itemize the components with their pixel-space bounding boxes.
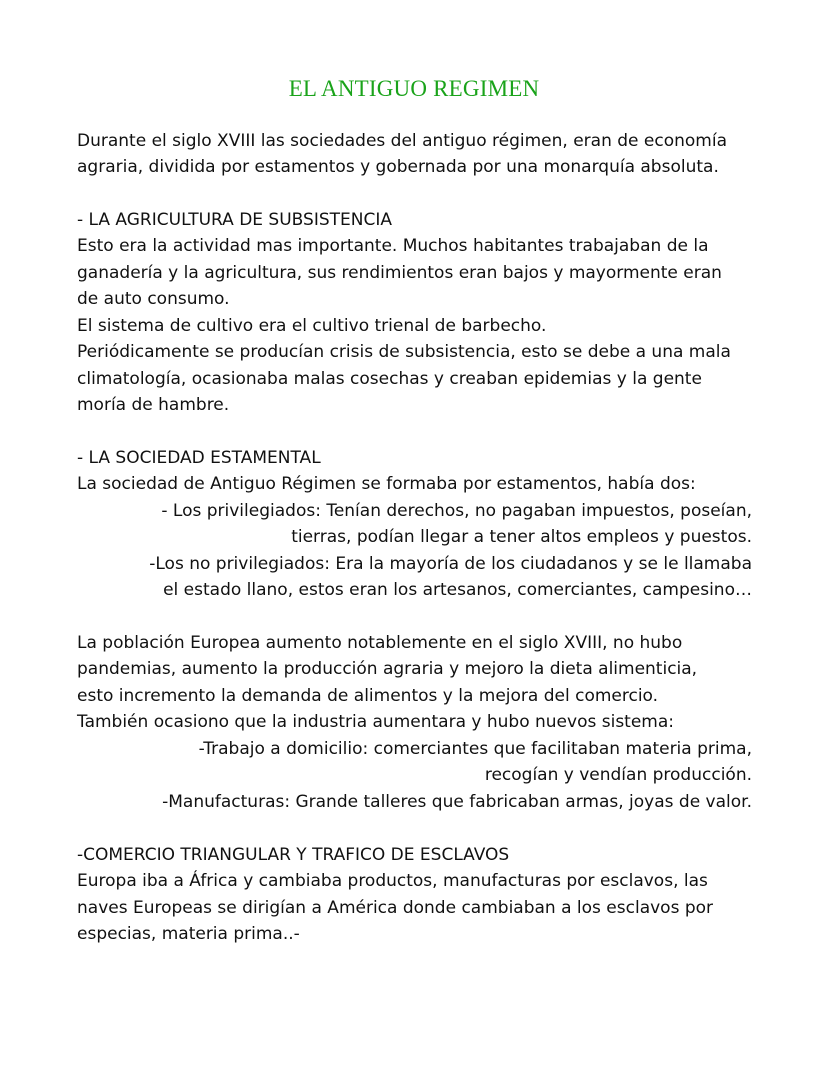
section-heading-comercio: -COMERCIO TRIANGULAR Y TRAFICO DE ESCLAVOS bbox=[77, 845, 510, 865]
paragraph-line: Esto era la actividad mas importante. Muchos habitantes trabajaban de la bbox=[77, 236, 709, 256]
no-privilegiados-line: -Los no privilegiados: Era la mayoría de los ciudadanos y se le llamaba bbox=[149, 554, 752, 574]
privilegiados-line: - Los privilegiados: Tenían derechos, no pagaban impuestos, poseían, bbox=[161, 501, 752, 521]
manufacturas-line: -Manufacturas: Grande talleres que fabricaban armas, joyas de valor. bbox=[162, 792, 752, 812]
paragraph-line: especias, materia prima..- bbox=[77, 924, 300, 944]
intro-line: Durante el siglo XVIII las sociedades del antiguo régimen, eran de economía bbox=[77, 131, 727, 151]
paragraph-line: climatología, ocasionaba malas cosechas y creaban epidemias y la gente bbox=[77, 369, 702, 389]
trabajo-line: -Trabajo a domicilio: comerciantes que facilitaban materia prima, bbox=[198, 739, 752, 759]
trabajo-line: recogían y vendían producción. bbox=[484, 765, 752, 785]
paragraph-line: Europa iba a África y cambiaba productos, manufacturas por esclavos, las bbox=[77, 871, 708, 891]
paragraph-line: ganadería y la agricultura, sus rendimientos eran bajos y mayormente eran bbox=[77, 263, 722, 283]
paragraph-line: La población Europea aumento notablemente en el siglo XVIII, no hubo bbox=[77, 633, 683, 653]
paragraph-line: moría de hambre. bbox=[77, 395, 230, 415]
paragraph-line: naves Europeas se dirigían a América donde cambiaban a los esclavos por bbox=[77, 898, 714, 918]
paragraph-line: Periódicamente se producían crisis de subsistencia, esto se debe a una mala bbox=[77, 342, 731, 362]
section-heading-sociedad: - LA SOCIEDAD ESTAMENTAL bbox=[77, 448, 321, 468]
paragraph-line: El sistema de cultivo era el cultivo trienal de barbecho. bbox=[77, 316, 547, 336]
intro-line: agraria, dividida por estamentos y gobernada por una monarquía absoluta. bbox=[77, 157, 719, 177]
paragraph-line: pandemias, aumento la producción agraria y mejoro la dieta alimenticia, bbox=[77, 659, 698, 679]
privilegiados-line: tierras, podían llegar a tener altos empleos y puestos. bbox=[291, 527, 752, 547]
paragraph-line: También ocasiono que la industria aumentara y hubo nuevos sistema: bbox=[77, 712, 675, 732]
paragraph-line: esto incremento la demanda de alimentos y la mejora del comercio. bbox=[77, 686, 659, 706]
document-title: EL ANTIGUO REGIMEN bbox=[288, 76, 540, 101]
paragraph-line: La sociedad de Antiguo Régimen se formaba por estamentos, había dos: bbox=[77, 474, 696, 494]
section-heading-agricultura: - LA AGRICULTURA DE SUBSISTENCIA bbox=[77, 210, 392, 230]
no-privilegiados-line: el estado llano, estos eran los artesanos, comerciantes, campesino… bbox=[163, 580, 752, 600]
paragraph-line: de auto consumo. bbox=[77, 289, 230, 309]
